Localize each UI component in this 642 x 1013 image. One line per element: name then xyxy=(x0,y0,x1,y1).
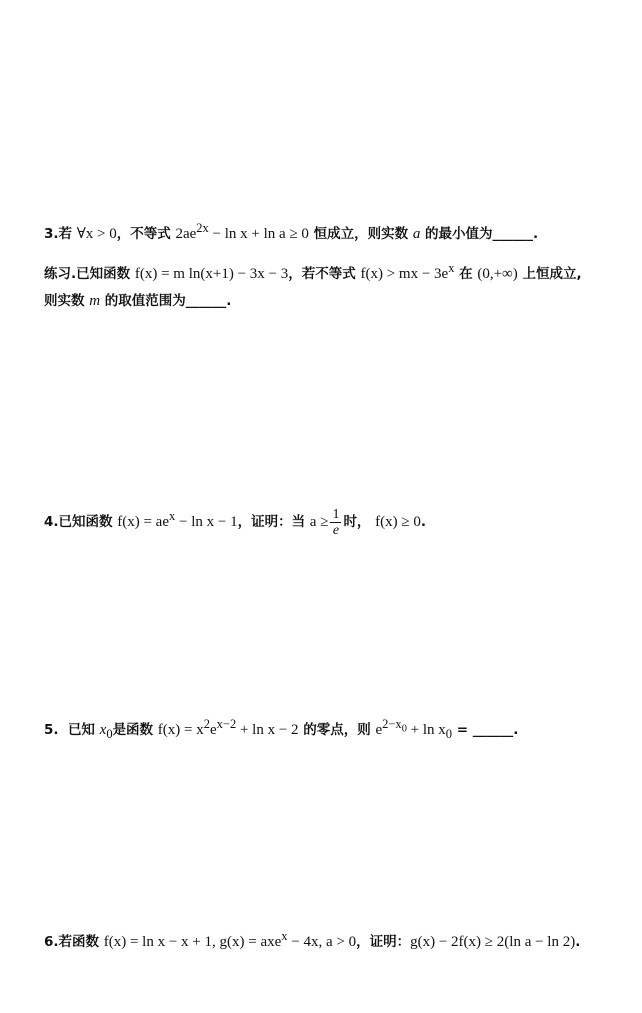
problem-4-math-1a: f(x) = ae xyxy=(117,514,169,530)
problem-4-math-3: f(x) ≥ 0 xyxy=(375,514,421,530)
problem-5-text-2: 是函数 xyxy=(112,722,154,738)
problem-3-math-2b: − ln x + ln a ≥ 0 xyxy=(208,226,309,242)
problem-5-math-3-sub: 0 xyxy=(445,727,453,741)
practice-line2-text-2: 的取值范围为______. xyxy=(104,293,232,309)
problem-5-math-1-var: x xyxy=(99,722,107,738)
problem-3-text-4: 的最小值为______. xyxy=(425,226,539,242)
practice-math-2 xyxy=(360,261,455,282)
problem-5-math-3 xyxy=(375,717,453,741)
problem-4-fraction-denominator: e xyxy=(332,522,340,538)
problem-4-math-2: a ≥ xyxy=(309,514,329,530)
practice-line2-text-1: 则实数 xyxy=(44,293,85,309)
problem-6-end: . xyxy=(575,934,581,950)
practice-math-2a: f(x) > mx − 3e xyxy=(360,266,449,282)
problem-4-text-1: 已知函数 xyxy=(58,514,113,530)
practice-text-4: 上恒成立, xyxy=(522,266,582,282)
problem-5-math-1 xyxy=(99,722,113,741)
problem-4-math-1 xyxy=(117,509,238,530)
problem-5-math-2c: + ln x − 2 xyxy=(236,722,299,738)
problem-5-text-4: = ______. xyxy=(452,722,519,738)
problem-3-text-3: 恒成立，则实数 xyxy=(313,226,409,242)
problem-5 xyxy=(44,714,622,744)
practice-problem-line-1 xyxy=(44,258,622,284)
practice-number: 练习. xyxy=(44,266,77,282)
problem-5-math-3-sup xyxy=(382,717,407,735)
problem-6-math-1-sup: x xyxy=(281,929,288,943)
problem-3-text-2: ，不等式 xyxy=(116,226,171,242)
problem-4-number: 4. xyxy=(44,514,59,530)
problem-6-math-2: g(x) − 2f(x) ≥ 2(ln a − ln 2) xyxy=(410,934,576,950)
problem-5-math-2a: f(x) = x xyxy=(157,722,204,738)
problem-3-number: 3. xyxy=(44,226,59,242)
practice-problem-line-2 xyxy=(44,291,622,311)
practice-line2-math: m xyxy=(89,293,101,309)
problem-5-text-1: 已知 xyxy=(67,722,95,738)
problem-5-math-2 xyxy=(157,717,299,738)
practice-text-2: ，若不等式 xyxy=(288,266,356,282)
problem-6-math-1b: − 4x, a > 0 xyxy=(287,934,357,950)
problem-3-text-1: 若 xyxy=(58,226,73,242)
problem-4 xyxy=(44,506,622,538)
problem-5-text-3: 的零点，则 xyxy=(303,722,371,738)
problem-3-math-2a: 2ae xyxy=(175,226,197,242)
problem-3-math-1: ∀x > 0 xyxy=(76,226,117,242)
problem-5-math-2-sup1: 2 xyxy=(203,717,210,731)
problem-5-math-1-sub: 0 xyxy=(106,727,113,741)
problem-6-text-2: ，证明： xyxy=(356,934,411,950)
problem-5-math-3-sup-text: 2−x xyxy=(382,717,402,731)
problem-4-fraction xyxy=(330,507,341,538)
problem-3-math-2-sup: 2x xyxy=(196,221,209,235)
problem-6-math-1a: f(x) = ln x − x + 1, g(x) = axe xyxy=(103,934,282,950)
problem-4-text-2: ，证明：当 xyxy=(237,514,306,530)
problem-4-math-1b: − ln x − 1 xyxy=(175,514,238,530)
problem-4-text-3: 时， xyxy=(343,514,371,530)
problem-4-math-1-sup: x xyxy=(169,509,176,523)
practice-math-3: (0,+∞) xyxy=(477,266,518,282)
problem-6-number: 6. xyxy=(44,934,59,950)
problem-6 xyxy=(44,926,622,952)
problem-5-number: 5. xyxy=(44,722,59,738)
problem-5-math-2b: e xyxy=(209,722,217,738)
problem-5-math-2-sup2: x−2 xyxy=(216,717,237,731)
problem-6-math-1 xyxy=(103,929,357,950)
problem-4-fraction-numerator: 1 xyxy=(332,506,340,522)
practice-math-2-sup: x xyxy=(448,261,455,275)
problem-3-math-3: a xyxy=(412,226,421,242)
problem-4-end: . xyxy=(420,514,426,530)
practice-text-3: 在 xyxy=(459,266,473,282)
problem-5-math-3a: e xyxy=(375,722,383,738)
practice-math-1: f(x) = m ln(x+1) − 3x − 3 xyxy=(134,266,289,282)
problem-5-math-3b: + ln x xyxy=(406,722,446,738)
problem-3-math-2 xyxy=(175,221,309,242)
problem-5-math-3-sup-sub: 0 xyxy=(401,723,407,735)
problem-6-text-1: 若函数 xyxy=(58,934,100,950)
practice-text-1: 已知函数 xyxy=(76,266,131,282)
problem-3 xyxy=(44,218,622,244)
